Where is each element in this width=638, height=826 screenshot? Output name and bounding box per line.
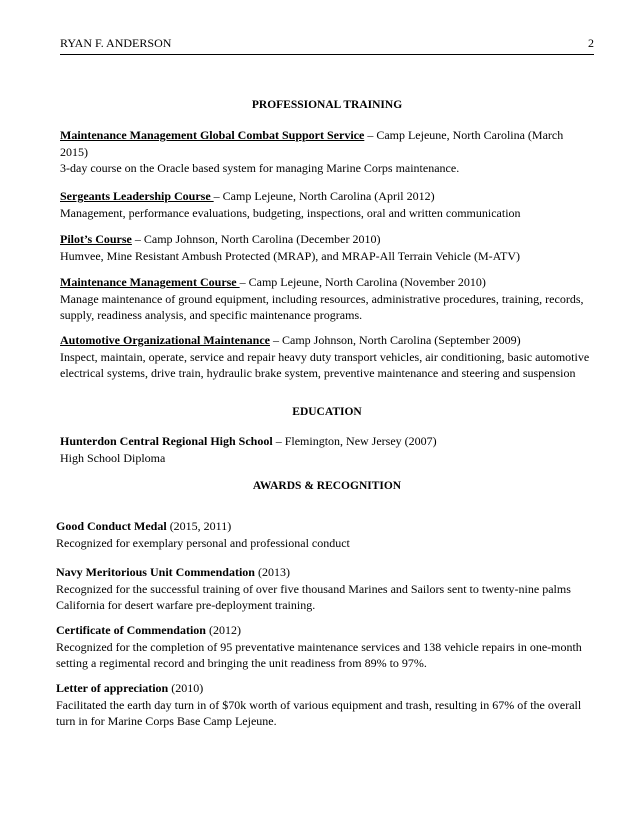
training-desc: Management, performance evaluations, budgeting, inspections, oral and written communication [60,205,521,220]
training-name: Maintenance Management Global Combat Support Service [60,128,365,142]
training-desc: Humvee, Mine Resistant Ambush Protected (MRAP), and MRAP-All Terrain Vehicle (M-ATV) [60,248,520,263]
training-details: Camp Lejeune, North Carolina (April 2012) [222,189,435,203]
award-desc: Recognized for the completion of 95 preventative maintenance services and 138 vehicle repairs in one-month setting a regimental record and bringing the unit readiness from 89% to 97%. [56,639,582,670]
training-item [60,231,594,264]
training-desc: Inspect, maintain, operate, service and repair heavy duty transport vehicles, air conditioning, basic automotive electrical systems, drive train, hydraulic brake system, preventive maintenance and steering and suspension [60,349,590,380]
award-date: (2015, 2011) [166,519,232,533]
page-number: 2 [588,36,594,50]
training-sep: – [131,232,144,246]
training-item [60,127,594,177]
training-sep: – [269,333,282,347]
award-item [56,622,596,672]
training-details: Camp Johnson, North Carolina (September 2009) [281,333,521,347]
education-details: Flemington, New Jersey (2007) [284,434,437,448]
training-desc: Manage maintenance of ground equipment, including resources, administrative procedures, training, records, supply, readiness analysis, and specific maintenance programs. [60,291,584,322]
award-date: (2013) [254,565,290,579]
award-name: Certificate of Commendation [56,623,206,637]
education-desc: High School Diploma [60,450,166,465]
award-name: Navy Meritorious Unit Commendation [56,565,255,579]
header-name: RYAN F. ANDERSON [60,36,172,50]
training-sep: – [213,189,223,203]
training-details: Camp Johnson, North Carolina (December 2010) [143,232,381,246]
award-date: (2012) [205,623,241,637]
page-header [60,36,594,51]
header-rule [60,54,594,55]
award-item [56,518,594,551]
award-desc: Facilitated the earth day turn in of $70k worth of various equipment and trash, resulting in 67% of the overall turn in for Marine Corps Base Camp Lejeune. [56,697,582,728]
award-name: Good Conduct Medal [56,519,167,533]
section-title-awards: AWARDS & RECOGNITION [252,480,402,492]
award-desc: Recognized for the successful training of over five thousand Marines and Sailors sent to twenty-nine palms California for desert warfare pre-deployment training. [56,581,571,612]
award-item [56,564,596,614]
award-name: Letter of appreciation [56,681,169,695]
education-sep: – [272,434,285,448]
training-item [60,332,594,382]
training-sep: – [239,275,249,289]
training-name: Pilot’s Course [60,232,132,246]
training-sep: – [364,128,377,142]
training-item [60,274,594,324]
award-desc: Recognized for exemplary personal and professional conduct [56,535,350,550]
training-desc: 3-day course on the Oracle based system for managing Marine Corps maintenance. [60,161,460,175]
award-date: (2010) [168,681,204,695]
award-item [56,680,596,730]
training-name: Sergeants Leadership Course [60,189,214,203]
training-name: Maintenance Management Course [60,275,240,289]
training-details: Camp Lejeune, North Carolina (March 2015) [60,128,564,159]
school-name: Hunterdon Central Regional High School [60,434,273,448]
training-item [60,188,594,221]
section-title-education: EDUCATION [292,406,362,418]
training-details: Camp Lejeune, North Carolina (November 2010) [248,275,486,289]
section-title-training: PROFESSIONAL TRAINING [251,99,403,111]
training-name: Automotive Organizational Maintenance [60,333,270,347]
education-item [60,433,594,466]
